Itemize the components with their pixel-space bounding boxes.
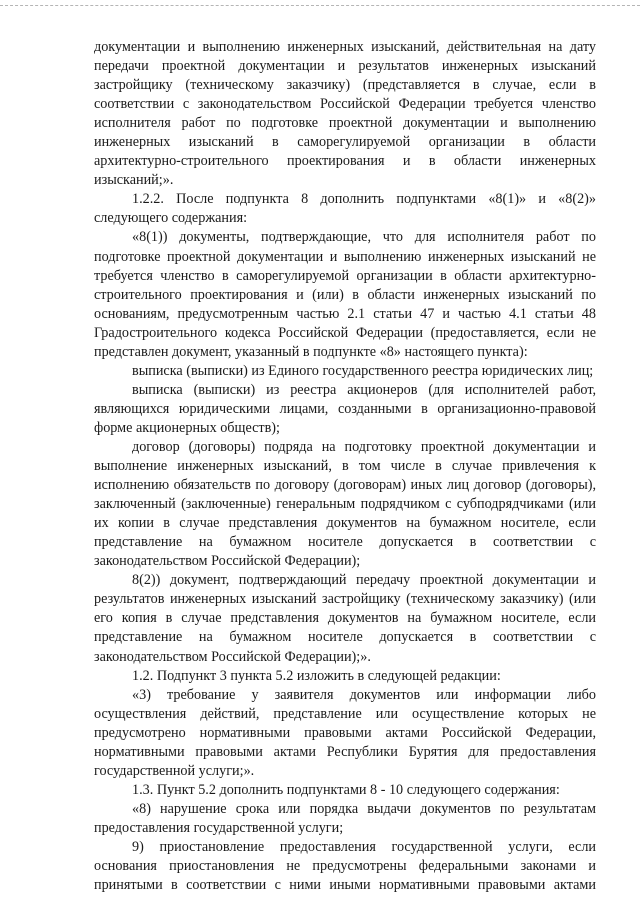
paragraph-egrul-extract: выписка (выписки) из Единого государственного реестра юридических лиц; bbox=[132, 362, 594, 379]
paragraph-item-1-2: 1.2. Подпункт 3 пункта 5.2 изложить в следующей редакции: bbox=[132, 667, 501, 684]
paragraph-continuation: документации и выполнению инженерных изысканий, действительная на дату передачи проектной документации и результатов инженерных изысканий застройщику (техническому заказчику) (представляется в случае, если в соответствии с законодательством Российской Федерации требуется членство исполнителя работ по подготовке проектной документации и выполнению инженерных изысканий в саморегулируемой организации в области архитектурно-строительного проектирования и в области инженерных изысканий;». bbox=[94, 39, 596, 189]
paragraph-subitem-3: «3) требование у заявителя документов или информации либо осуществления действий, представление или осуществление которых не предусмотрено нормативными правовыми актами Российской Федерации, нормативными правовыми актами Республики Бурятия для предоставления государственной услуги;». bbox=[94, 686, 596, 779]
paragraph-subitem-8-1: «8(1)) документы, подтверждающие, что для исполнителя работ по подготовке проектной документации и выполнению инженерных изысканий не требуется членство в саморегулируемой организации в области архитектурно-строительного проектирования и (или) в области инженерных изысканий по основаниям, предусмотренным частью 2.1 статьи 47 и частью 4.1 статьи 48 Градостроительного кодекса Российской Федерации (предоставляется, если не представлен документ, указанный в подпункте «8» настоящего пункта): bbox=[94, 229, 596, 360]
paragraph-subitem-8-2: 8(2)) документ, подтверждающий передачу проектной документации и результатов инженерных изысканий застройщику (техническому заказчику) (или его копия в случае представления документов на бумажном носителе, если представление на бумажном носителе допускается в соответствии с законодательством Российской Федерации);». bbox=[94, 572, 596, 665]
paragraph-subitem-9: 9) приостановление предоставления государственной услуги, если основания приостановления не предусмотрены федеральными законами и принятыми в соответствии с ними иными нормативными правовыми актами bbox=[94, 838, 596, 894]
paragraph-item-1-3: 1.3. Пункт 5.2 дополнить подпунктами 8 - 10 следующего содержания: bbox=[132, 781, 560, 798]
scan-top-edge bbox=[0, 5, 640, 6]
paragraph-item-1-2-2: 1.2.2. После подпункта 8 дополнить подпунктами «8(1)» и «8(2)» следующего содержания: bbox=[94, 191, 596, 227]
paragraph-shareholders-extract: выписка (выписки) из реестра акционеров (для исполнителей работ, являющихся юридическими лицами, созданными в организационно-правовой форме акционерных обществ); bbox=[94, 381, 596, 436]
paragraph-contract: договор (договоры) подряда на подготовку проектной документации и выполнение инженерных изысканий, в том числе в случае привлечения к исполнению обязательств по договору (договорам) иных лиц договор (договоры), заключенный (заключенные) генеральным подрядчиком с субподрядчиками (или их копии в случае представления документов на бумажном носителе, если представление на бумажном носителе допускается в соответствии с законодательством Российской Федерации); bbox=[94, 438, 596, 570]
paragraph-subitem-8: «8) нарушение срока или порядка выдачи документов по результатам предоставления государственной услуги; bbox=[94, 800, 596, 836]
document-body bbox=[94, 38, 596, 895]
